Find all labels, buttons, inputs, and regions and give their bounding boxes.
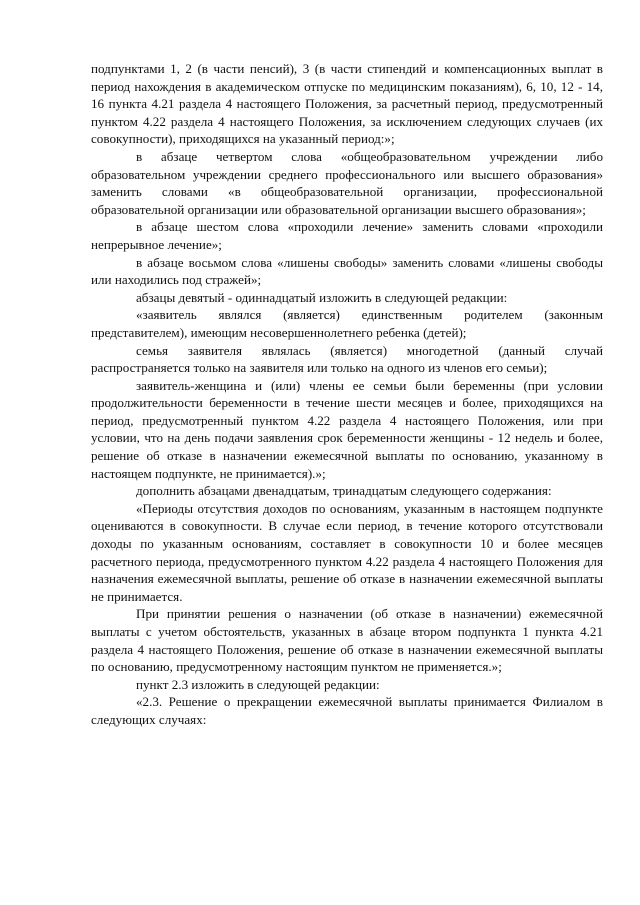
paragraph-termination: «2.3. Решение о прекращении ежемесячной выплаты принимается Филиалом в следующих случаях: (91, 694, 603, 727)
paragraph-abzacy-9-11: абзацы девятый - одиннадцатый изложить в следующей редакции: (136, 289, 508, 305)
document-body (91, 60, 603, 729)
paragraph-abzac-8: в абзаце восьмом слова «лишены свободы» заменить словами «лишены свободы или находились под стражей»; (91, 254, 603, 288)
paragraph-continuation: подпунктами 1, 2 (в части пенсий), 3 (в части стипендий и компенсационных выплат в период нахождения в академическом отпуске по медицинским показаниям), 6, 10, 12 - 14, 16 пункта 4.21 раздела 4 настоящего Положения, за расчетный период, предусмотренный пунктом 4.22 раздела 4 настоящего Положения, за исключением следующих случаев (их совокупности), приходящихся на указанный период:»; (91, 61, 603, 147)
paragraph-decision: При принятии решения о назначении (об отказе в назначении) ежемесячной выплаты с учетом обстоятельств, указанных в абзаце втором подпункта 1 пункта 4.21 раздела 4 настоящего Положения, решение об отказе в назначении ежемесячной выплаты по основанию, предусмотренному настоящим пунктом не применяется.»; (91, 606, 603, 675)
paragraph-income-periods: «Периоды отсутствия доходов по основаниям, указанным в настоящем подпункте оцениваются в совокупности. В случае если период, в течение которого отсутствовали доходы по указанным основаниям, составляет в совокупности 10 и более месяцев расчетного периода, предусмотренного пунктом 4.22 раздела 4 настоящего Положения для назначения ежемесячной выплаты, решение об отказе в назначении ежемесячной выплаты не принимается. (91, 500, 603, 604)
paragraph-single-parent: «заявитель являлся (является) единственным родителем (законным представителем), имеющим несовершеннолетнего ребенка (детей); (91, 307, 603, 340)
paragraph-abzac-6: в абзаце шестом слова «проходили лечение» заменить словами «проходили непрерывное лечение»; (91, 219, 603, 252)
paragraph-abzac-4: в абзаце четвертом слова «общеобразовательном учреждении либо образовательном учреждении среднего профессионального или высшего образования» заменить словами «в общеобразовательной организации, профессиональной образовательной организации или образовательной организации высшего образования»; (91, 148, 603, 217)
paragraph-pregnancy: заявитель-женщина и (или) члены ее семьи были беременны (при условии продолжительности беременности в течение шести месяцев и более, приходящихся на период, предусмотренный пунктом 4.22 раздела 4 настоящего Положения, или при условии, что на день подачи заявления срок беременности женщины - 12 недель и более, решение об отказе в назначении ежемесячной выплаты по основанию, указанному в настоящем подпункте, не принимается).»; (91, 377, 603, 481)
paragraph-add-abzacy: дополнить абзацами двенадцатым, тринадцатым следующего содержания: (136, 483, 552, 499)
paragraph-large-family: семья заявителя являлась (является) многодетной (данный случай распространяется только на заявителя или только на одного из членов его семьи); (91, 342, 603, 376)
paragraph-point-2-3: пункт 2.3 изложить в следующей редакции: (136, 676, 380, 692)
